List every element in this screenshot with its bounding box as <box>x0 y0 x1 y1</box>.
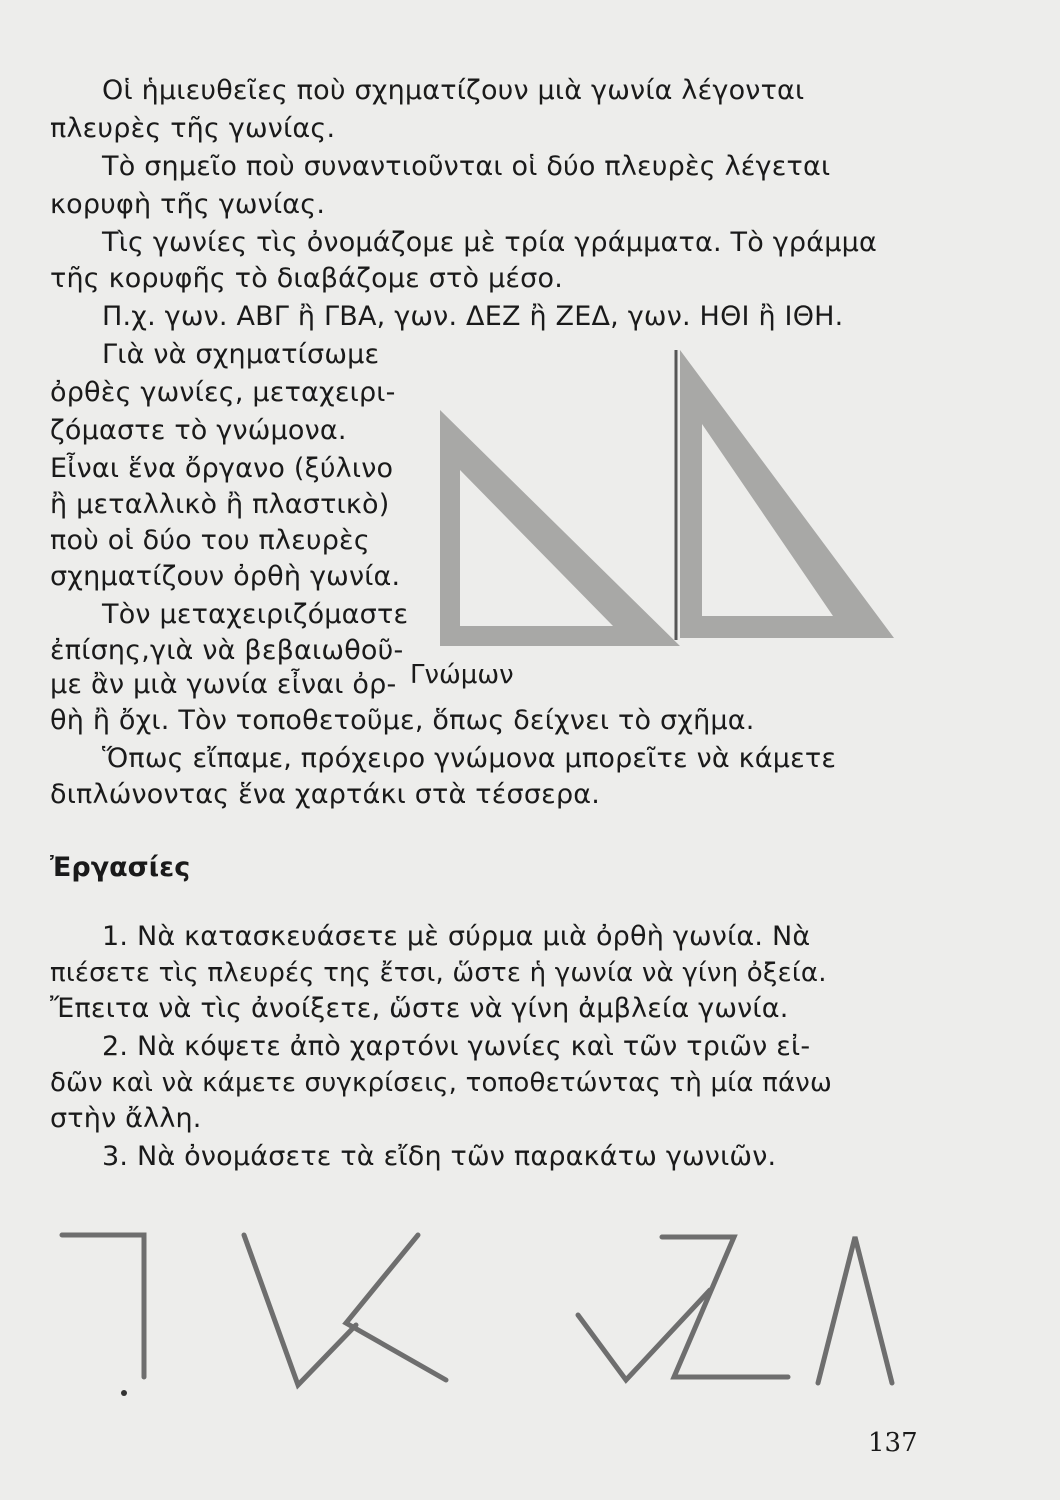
gnomon-line-10: με ἂν μιὰ γωνία εἶναι ὀρ- <box>50 669 397 700</box>
gnomon-line-7: σχηματίζουν ὀρθὴ γωνία. <box>50 561 401 592</box>
page-number: 137 <box>868 1428 918 1458</box>
intro-line-2: πλευρὲς τῆς γωνίας. <box>50 113 336 144</box>
figure-caption: Γνώμων <box>410 660 514 690</box>
set-square-left <box>440 410 680 646</box>
exercise-2-line-1: 2. Νὰ κόψετε ἀπὸ χαρτόνι γωνίες καὶ τῶν τριῶν εἰ- <box>102 1031 811 1062</box>
intro-line-4: κορυφὴ τῆς γωνίας. <box>50 189 326 220</box>
exercise-2-line-3: στὴν ἄλλη. <box>50 1103 202 1134</box>
gnomon-line-11: θὴ ἢ ὄχι. Τὸν τοποθετοῦμε, ὅπως δείχνει τὸ σχῆμα. <box>50 705 755 736</box>
intro-line-6: τῆς κορυφῆς τὸ διαβάζομε στὸ μέσο. <box>50 263 563 294</box>
gnomon-line-9: ἐπίσης,γιὰ νὰ βεβαιωθοῦ- <box>50 635 404 666</box>
exercise-1-line-3: Ἔπειτα νὰ τὶς ἀνοίξετε, ὥστε νὰ γίνη ἀμβλεία γωνία. <box>50 993 789 1024</box>
exercises-heading: Ἐργασίες <box>50 852 191 883</box>
gnomon-line-5: ἢ μεταλλικὸ ἢ πλαστικὸ) <box>50 489 390 520</box>
exercise-3-line-1: 3. Νὰ ὀνομάσετε τὰ εἴδη τῶν παρακάτω γωνιῶν. <box>102 1141 777 1172</box>
gnomon-line-6: ποὺ οἱ δύο του πλευρὲς <box>50 525 370 556</box>
stray-dot <box>121 1390 127 1396</box>
intro-line-5: Τὶς γωνίες τὶς ὀνομάζομε μὲ τρία γράμματα. Τὸ γράμμα <box>102 227 877 258</box>
angle-right <box>62 1235 144 1377</box>
angle-acute-3 <box>818 1237 892 1383</box>
gnomon-line-12: Ὅπως εἴπαμε, πρόχειρο γνώμονα μπορεῖτε νὰ κάμετε <box>102 743 837 774</box>
angle-acute-1 <box>244 1235 356 1385</box>
gnomon-line-3: ζόμαστε τὸ γνώμονα. <box>50 415 347 446</box>
intro-line-1: Οἱ ἡμιευθεῖες ποὺ σχηματίζουν μιὰ γωνία λέγονται <box>102 75 805 106</box>
angle-obtuse-2 <box>662 1237 788 1377</box>
angle-acute-2 <box>346 1235 446 1380</box>
exercise-1-line-1: 1. Νὰ κατασκευάσετε μὲ σύρμα μιὰ ὀρθὴ γωνία. Νὰ <box>102 921 811 952</box>
set-squares-figure <box>428 330 928 650</box>
gnomon-line-8: Τὸν μεταχειριζόμαστε <box>102 599 409 630</box>
angles-figure <box>50 1215 910 1405</box>
set-square-right <box>680 350 894 638</box>
exercise-1-line-2: πιέσετε τὶς πλευρές της ἔτσι, ὥστε ἡ γωνία νὰ γίνη ὀξεία. <box>50 958 827 988</box>
exercise-2-line-2: δῶν καὶ νὰ κάμετε συγκρίσεις, τοποθετώντας τὴ μία πάνω <box>50 1068 832 1098</box>
gnomon-line-4: Εἶναι ἕνα ὄργανο (ξύλινο <box>50 453 394 484</box>
intro-line-7: Π.χ. γων. ΑΒΓ ἢ ΓΒΑ, γων. ΔΕΖ ἢ ΖΕΔ, γων. ΗΘΙ ἢ ΙΘΗ. <box>102 301 844 332</box>
gnomon-line-13: διπλώνοντας ἕνα χαρτάκι στὰ τέσσερα. <box>50 779 601 810</box>
gnomon-line-1: Γιὰ νὰ σχηματίσωμε <box>102 339 380 370</box>
intro-line-3: Τὸ σημεῖο ποὺ συναντιοῦνται οἱ δύο πλευρὲς λέγεται <box>102 151 831 182</box>
gnomon-line-2: ὀρθὲς γωνίες, μεταχειρι- <box>50 377 396 408</box>
